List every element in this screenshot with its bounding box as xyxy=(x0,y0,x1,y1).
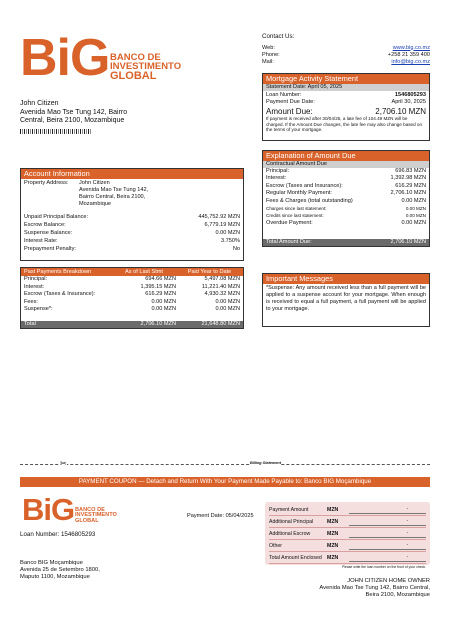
customer-address-line1: Avenida Mao Tse Tung 142, Bairro xyxy=(20,108,128,116)
decimal-point-icon: . xyxy=(406,540,408,547)
past-row-ytd: 11,221.40 MZN xyxy=(201,283,240,290)
account-row-value: 3.750% xyxy=(221,238,240,244)
past-payments-header xyxy=(21,268,243,276)
property-label: Property Address: xyxy=(24,180,69,186)
account-row xyxy=(24,221,240,229)
past-row-ytd: 4,930.32 MZN xyxy=(204,291,240,298)
property-lines xyxy=(79,180,148,208)
coupon-line-unit: MZN xyxy=(327,554,339,561)
coupon-footnote: Please write the loan number on the front of your check. xyxy=(341,565,426,569)
loan-number-label: Loan Number: xyxy=(266,92,302,98)
messages-title: Important Messages xyxy=(263,274,429,284)
table-row xyxy=(21,299,243,307)
amount-due-row xyxy=(266,107,426,117)
decimal-point-icon: . xyxy=(406,504,408,511)
customer-address-line2: Central, Beira 2100, Mozambique xyxy=(20,117,125,125)
coupon-line-label: Other xyxy=(269,542,282,549)
mail-label: Mail: xyxy=(262,59,274,66)
coupon-banner-text: PAYMENT COUPON — Detach and Return With Your Payment Made Payable to: Banco BIG Moçambique xyxy=(78,478,372,485)
past-header-ytd: Paid Year to Date xyxy=(187,269,232,275)
account-row-value: 6,779.19 MZN xyxy=(204,222,240,228)
coupon-logo-line2: INVESTIMENTO xyxy=(75,512,117,519)
past-row-last: 694.66 MZN xyxy=(145,276,176,282)
total-due-value: 2,706.10 MZN xyxy=(390,238,426,245)
bank-address-line1: Avenida 25 de Setembro 1800, xyxy=(20,567,100,573)
coupon-loan-number xyxy=(20,531,95,539)
past-header-last-stmt: As of Last Stmt xyxy=(125,269,163,275)
web-link[interactable]: www.big.co.mz xyxy=(392,44,430,51)
loan-number-value: 1546805293 xyxy=(394,92,426,98)
contact-web-row xyxy=(262,45,430,52)
past-row-ytd: 5,497.08 MZN xyxy=(204,276,240,282)
contact-phone-row xyxy=(262,52,430,59)
due-date-value: April 30, 2025 xyxy=(391,99,426,106)
explanation-row-value: 616.29 MZN xyxy=(395,182,426,189)
account-row-value: 0.00 MZN xyxy=(215,230,240,236)
logo-line3: GLOBAL xyxy=(110,70,157,83)
coupon-loan-label: Loan Number: xyxy=(20,531,60,538)
logo-line2: INVESTIMENTO xyxy=(110,61,182,73)
account-row-value: No xyxy=(232,246,240,252)
property-line: Bairro Central, Beira 2100, xyxy=(79,194,146,200)
messages-text: *Suspense: Any amount received less than a full payment will be applied to a suspense account for your mortgage. When enough is received to equal a full payment, a full payment will be applied to your mortgage. xyxy=(266,285,426,312)
web-label: Web: xyxy=(262,44,275,51)
coupon-line xyxy=(269,540,426,552)
coupon-payment-date xyxy=(187,513,254,521)
account-row-label: Suspense Balance: xyxy=(24,230,73,236)
logo-text xyxy=(110,53,181,81)
account-row-label: Prepayment Penalty: xyxy=(24,246,76,252)
statement-date: Statement Date: April 05, 2025 xyxy=(263,84,429,91)
messages-box xyxy=(262,273,430,327)
coupon-amount-field[interactable] xyxy=(349,506,426,514)
contact-title: Contact Us: xyxy=(262,33,295,40)
explanation-row-label: Principal: xyxy=(266,168,290,174)
explanation-subtitle: Contractual Amount Due xyxy=(263,161,429,168)
explanation-rows xyxy=(263,168,429,227)
explanation-row xyxy=(266,212,426,219)
bank-name: Banco BIG Moçambique xyxy=(20,560,83,566)
explanation-row xyxy=(266,198,426,205)
cut-line xyxy=(20,459,430,473)
explanation-row-value: 0.00 MZN xyxy=(405,206,426,212)
account-row xyxy=(24,237,240,245)
coupon-line-unit: MZN xyxy=(327,506,339,513)
property-line: Avenida Mao Tse Tung 142, xyxy=(79,187,149,193)
explanation-row-label: Escrow (Taxes and Insurance): xyxy=(266,182,343,189)
bank-address-line2: Maputo 1100, Mozambique xyxy=(20,574,90,580)
coupon-line-label: Additional Escrow xyxy=(269,530,311,537)
explanation-row-value: 0.00 MZN xyxy=(405,213,426,219)
explanation-box xyxy=(262,150,430,247)
mail-link[interactable]: info@big.co.mz xyxy=(391,59,430,66)
past-row-label: Suspense*: xyxy=(24,306,53,313)
account-rows xyxy=(21,209,243,253)
contact-mail-row xyxy=(262,59,430,66)
coupon-logo-text xyxy=(75,508,117,524)
coupon-line-label: Additional Principal xyxy=(269,518,314,525)
coupon-line-label: Payment Amount xyxy=(269,506,309,513)
customer-address xyxy=(20,100,127,134)
coupon-line xyxy=(269,504,426,516)
explanation-row-value: 0.00 MZN xyxy=(401,197,426,204)
owner-name: JOHN CITIZEN HOME OWNER xyxy=(347,578,430,584)
past-total-last: 2,706.10 MZN xyxy=(140,320,176,327)
coupon-logo-line1: BANCO DE xyxy=(75,507,105,513)
statement-box xyxy=(262,73,430,141)
total-due-label: Total Amount Due: xyxy=(266,238,312,245)
account-row xyxy=(24,213,240,221)
contact-block xyxy=(262,33,430,67)
past-row-label: Interest: xyxy=(24,283,45,290)
customer-name: John Citizen xyxy=(20,100,59,107)
past-row-last: 1,395.15 MZN xyxy=(140,283,176,290)
explanation-row-value: 1,392.98 MZN xyxy=(390,175,426,182)
explanation-row-value: 0.00 MZN xyxy=(401,219,426,226)
past-row-ytd: 0.00 MZN xyxy=(215,306,240,313)
payment-date-label: Payment Date: xyxy=(187,513,224,519)
past-total-row xyxy=(21,321,243,328)
past-row-label: Principal: xyxy=(24,276,48,282)
owner-address-line2: Beira 2100, Mozambique xyxy=(365,592,430,598)
account-row-label: Unpaid Principal Balance: xyxy=(24,214,89,220)
payment-date-value: 05/04/2025 xyxy=(225,513,254,519)
table-row xyxy=(21,306,243,314)
past-total-label: Total xyxy=(24,320,36,327)
account-row-label: Interest Rate: xyxy=(24,238,58,244)
coupon-line-unit: MZN xyxy=(327,530,339,537)
past-total-ytd: 21,648.80 MZN xyxy=(201,320,240,327)
coupon-amount-field[interactable] xyxy=(349,542,426,550)
coupon-lines xyxy=(269,504,426,564)
amount-due-label: Amount Due: xyxy=(266,106,313,116)
coupon-amount-field[interactable] xyxy=(349,554,426,562)
coupon-banner xyxy=(20,477,430,487)
owner-address xyxy=(319,578,430,599)
table-row xyxy=(21,276,243,284)
logo-mark: BiG xyxy=(20,29,110,87)
coupon-line xyxy=(269,516,426,528)
table-row xyxy=(21,291,243,299)
explanation-row-label: Overdue Payment: xyxy=(266,219,313,226)
explanation-row xyxy=(266,183,426,190)
logo-line1: BANCO DE xyxy=(110,52,161,63)
coupon-line-unit: MZN xyxy=(327,542,339,549)
account-row xyxy=(24,245,240,253)
statement-title: Mortgage Activity Statement xyxy=(263,74,429,84)
coupon-loan-value: 1546805293 xyxy=(60,531,96,538)
coupon-logo xyxy=(22,492,132,532)
account-box xyxy=(20,168,244,261)
owner-address-line1: Avenida Mao Tse Tung 142, Bairro Central, xyxy=(319,585,430,591)
explanation-row-value: 696.83 MZN xyxy=(395,168,426,174)
decimal-point-icon: . xyxy=(406,528,408,535)
account-row xyxy=(24,229,240,237)
coupon-logo-mark: BiG xyxy=(22,492,75,527)
past-header-breakdown: Past Payments Breakdown xyxy=(24,269,92,275)
explanation-row xyxy=(266,190,426,197)
total-amount-due-row xyxy=(263,239,429,246)
phone-value: +258 21 359 400 xyxy=(387,52,430,58)
explanation-row-label: Regular Monthly Payment: xyxy=(266,190,332,197)
due-date-label: Payment Due Date: xyxy=(266,99,315,106)
past-row-label: Escrow (Taxes & Insurance): xyxy=(24,291,96,298)
decimal-point-icon: . xyxy=(406,516,408,523)
barcode-icon xyxy=(20,129,92,134)
bank-logo xyxy=(20,28,195,94)
past-row-last: 0.00 MZN xyxy=(151,298,176,305)
explanation-row-value: 2,706.10 MZN xyxy=(390,190,426,197)
past-row-last: 616.29 MZN xyxy=(145,291,176,298)
past-payments-table xyxy=(20,267,244,329)
phone-label: Phone: xyxy=(262,52,280,58)
coupon-line-unit: MZN xyxy=(327,518,339,525)
explanation-row xyxy=(266,220,426,227)
explanation-title: Explanation of Amount Due xyxy=(263,151,429,161)
coupon-form xyxy=(265,502,430,569)
explanation-row-label: Interest: xyxy=(266,175,287,182)
property-line: John Citizen xyxy=(79,180,110,186)
scissors-icon: ✂ xyxy=(60,459,67,468)
coupon-line-label: Total Amount Enclosed xyxy=(269,554,322,561)
explanation-row-label: Charges since last statement: xyxy=(266,206,327,212)
coupon-line xyxy=(269,528,426,540)
past-row-last: 0.00 MZN xyxy=(151,306,176,313)
coupon-line xyxy=(269,552,426,564)
explanation-row xyxy=(266,168,426,175)
past-payments-rows xyxy=(21,276,243,314)
property-line: Mozambique xyxy=(79,201,112,207)
coupon-amount-field[interactable] xyxy=(349,530,426,538)
coupon-logo-line3: GLOBAL xyxy=(75,517,99,524)
explanation-row xyxy=(266,175,426,182)
explanation-row-label: Credits since last statement: xyxy=(266,213,324,219)
late-fee-note: If payment is received after 30/04/25, a late fee of 104.49 MZN will be charged. If the Amount Due changes, the late fee may also change based on the terms of your mortgage. xyxy=(266,116,423,133)
table-row xyxy=(21,284,243,292)
due-date-row xyxy=(266,99,426,106)
bank-address xyxy=(20,560,100,581)
decimal-point-icon: . xyxy=(406,552,408,559)
account-title: Account Information xyxy=(21,169,243,179)
past-row-ytd: 0.00 MZN xyxy=(215,298,240,305)
account-row-value: 445,752.92 MZN xyxy=(198,214,240,220)
cut-text: Billing Statement xyxy=(250,461,282,465)
account-row-label: Escrow Balance: xyxy=(24,222,66,228)
past-row-label: Fees: xyxy=(24,298,38,305)
loan-number-row xyxy=(266,92,426,99)
explanation-row-label: Fees & Charges (total outstanding) xyxy=(266,197,353,204)
coupon-amount-field[interactable] xyxy=(349,518,426,526)
property-address xyxy=(21,179,243,209)
explanation-row xyxy=(266,205,426,212)
amount-due-value: 2,706.10 MZN xyxy=(375,106,426,116)
